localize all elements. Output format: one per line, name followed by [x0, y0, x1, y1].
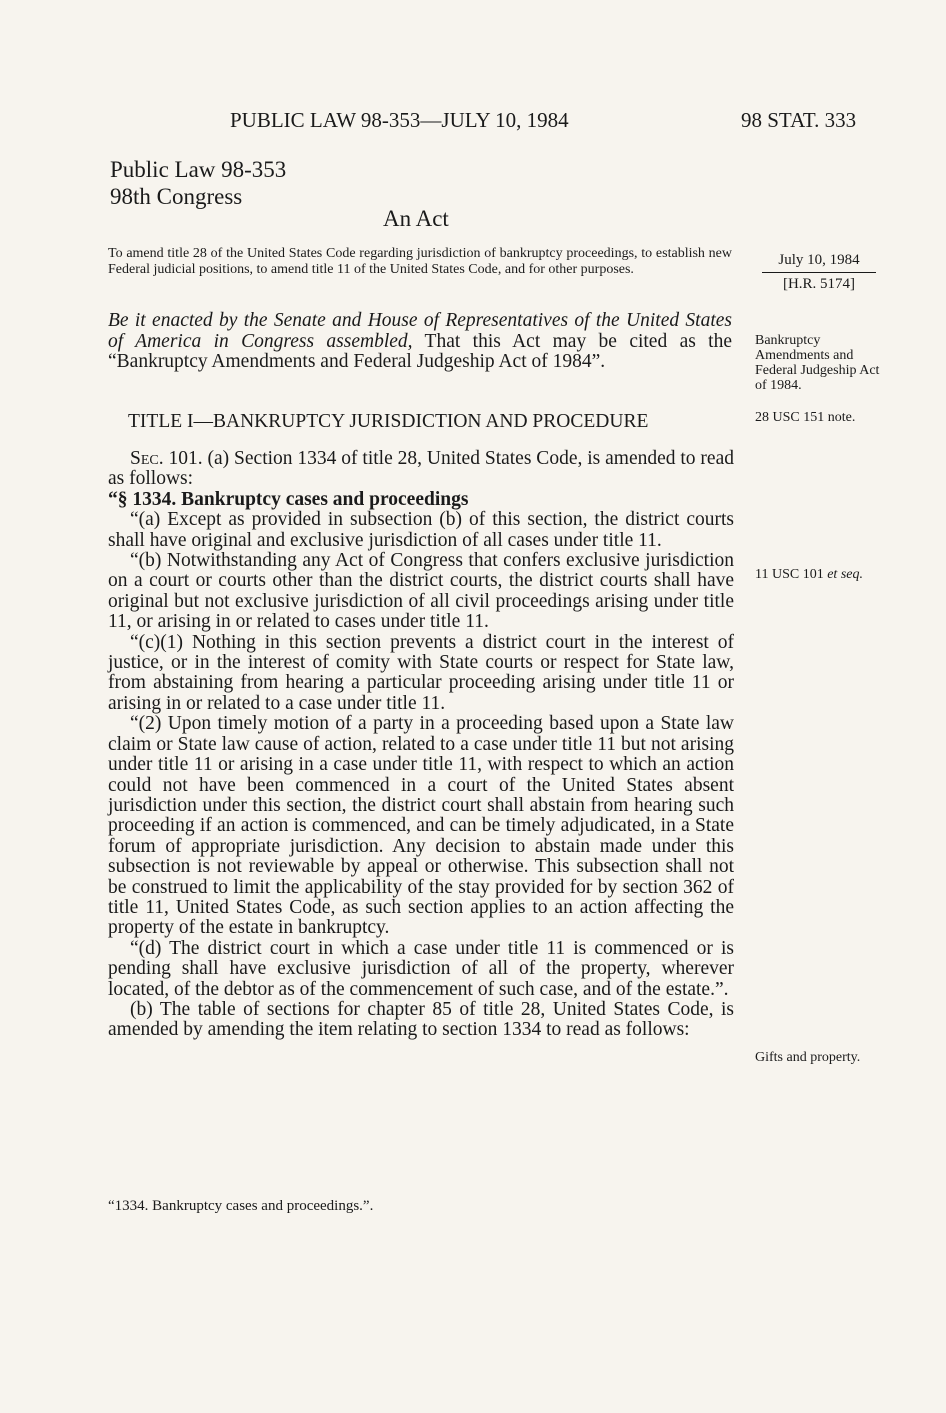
running-head [0, 108, 946, 138]
margin-bill-number: [H.R. 5174] [782, 276, 856, 292]
margin-note-gifts: Gifts and property. [755, 1050, 861, 1065]
paragraph-b: “(b) Notwithstanding any Act of Congress that confers exclusive jurisdiction on a court or courts other than the district courts, the district courts shall have original but not exclusive jurisdiction of all civil proceedings arising under title 11, or arising in or related to cases under title 11. [108, 550, 734, 633]
paragraph-table-amendment: (b) The table of sections for chapter 85 of title 28, United States Code, is amended by amending the item relating to section 1334 to read as follows: [108, 998, 734, 1041]
congress-label: 98th Congress [110, 184, 243, 209]
title-heading: TITLE I—BANKRUPTCY JURISDICTION AND PROCEDURE [128, 411, 649, 432]
section-body [108, 449, 734, 1041]
running-head-stat: 98 STAT. 333 [741, 108, 857, 132]
public-law-header [110, 156, 286, 210]
margin-rule [762, 272, 876, 273]
margin-note-usc-151: 28 USC 151 note. [755, 410, 856, 425]
table-of-sections-item: “1334. Bankruptcy cases and proceedings.”. [108, 1198, 374, 1214]
paragraph-d: “(d) The district court in which a case under title 11 is commenced or is pending shall have exclusive jurisdiction of all of the property, wherever located, of the debtor as of the commencement of such case, and of the estate.”. [108, 937, 734, 1000]
public-law-number: Public Law 98-353 [110, 157, 287, 182]
margin-note-usc-101 [755, 567, 880, 582]
running-head-title: PUBLIC LAW 98-353—JULY 10, 1984 [230, 108, 569, 132]
section-1334-heading: “§ 1334. Bankruptcy cases and proceedings [108, 488, 469, 510]
margin-usc-101-text: 11 USC 101 [755, 567, 828, 582]
enacting-clause [108, 311, 732, 373]
sec-label: Sec. [130, 448, 164, 469]
section-101-intro [108, 449, 734, 490]
paragraph-c1: “(c)(1) Nothing in this section prevents a district court in the interest of justice, or in the interest of comity with State courts or respect for State law, from abstaining from hearing a particular proceeding arising under title 11 or arising in or related to a case under title 11. [108, 631, 734, 714]
margin-date-box [762, 252, 876, 293]
margin-date: July 10, 1984 [778, 252, 860, 268]
section-101-text: 101. (a) Section 1334 of title 28, United States Code, is amended to read as follows: [108, 448, 734, 490]
an-act-heading: An Act [383, 206, 449, 231]
enacting-rest: That this Act may be cited as the “Bankruptcy Amendments and Federal Judgeship Act of 1984”. [108, 330, 732, 372]
enacting-italic: Be it enacted by the Senate and House of Representatives of the United States of America in Congress assembled, [108, 310, 732, 352]
margin-note-short-title: Bankruptcy Amendments and Federal Judgeship Act of 1984. [755, 333, 880, 393]
paragraph-a: “(a) Except as provided in subsection (b) of this section, the district courts shall have original and exclusive jurisdiction of all cases under title 11. [108, 509, 734, 551]
act-summary: To amend title 28 of the United States Code regarding jurisdiction of bankruptcy proceedings, to establish new Federal judicial positions, to amend title 11 of the United States Code, and for other purposes. [108, 246, 732, 277]
margin-usc-101-italic: et seq. [827, 567, 863, 582]
paragraph-c2: “(2) Upon timely motion of a party in a proceeding based upon a State law claim or State law cause of action, related to a case under title 11 but not arising under title 11 or arising in a case under title 11, with respect to which an action could not have been commenced in a court of the United States absent jurisdiction under this section, the district court shall abstain from hearing such proceeding if an action is commenced, and can be timely adjudicated, in a State forum of appropriate jurisdiction. Any decision to abstain made under this subsection is not reviewable by appeal or otherwise. This subsection shall not be construed to limit the applicability of the stay provided for by section 362 of title 11, United States Code, as such section applies to an action affecting the property of the estate in bankruptcy. [108, 713, 734, 939]
